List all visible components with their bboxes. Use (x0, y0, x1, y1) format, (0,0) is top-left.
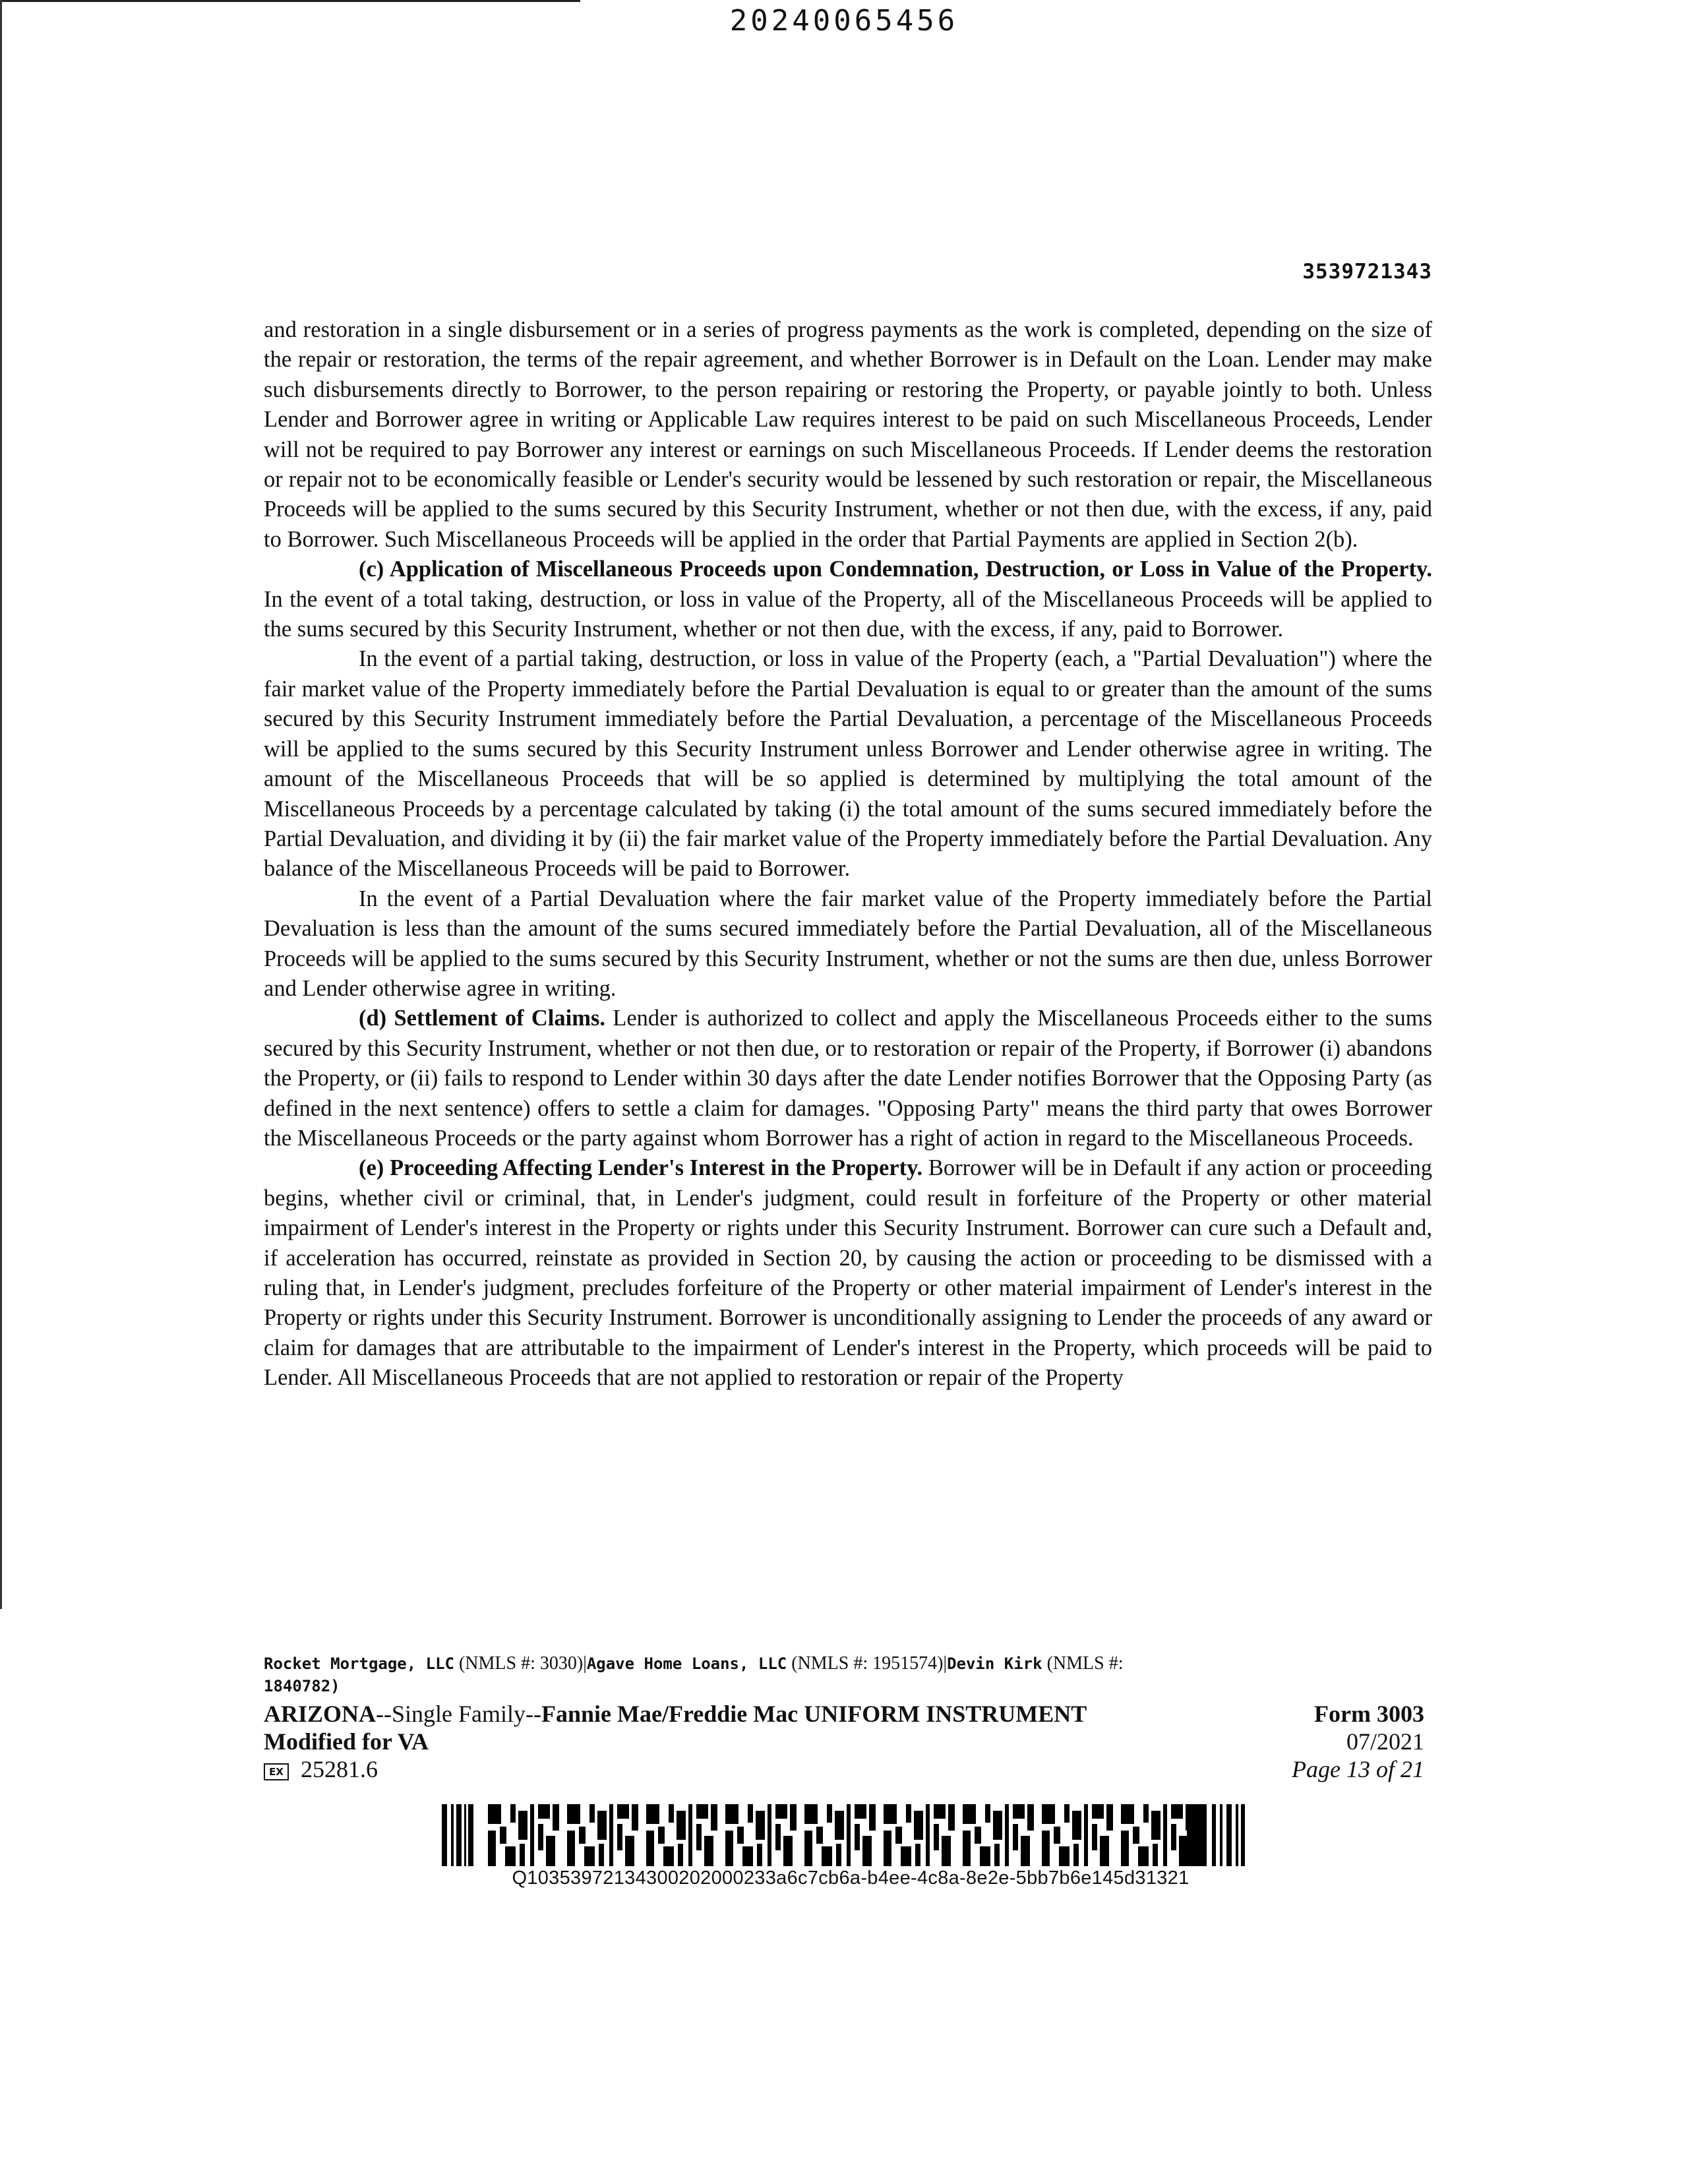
barcode (442, 1804, 1246, 1866)
lender1-nmls: (NMLS #: 3030)| (454, 1653, 587, 1674)
document-footer (264, 1653, 1432, 1783)
form-info-row (264, 1700, 1432, 1783)
form-title-block (264, 1700, 1087, 1783)
state-name: ARIZONA (264, 1701, 377, 1727)
page-number: Page 13 of 21 (1292, 1756, 1424, 1782)
paragraph-less-than: In the event of a Partial Devaluation where the fair market value of the Property immediately before the Partial Devaluation is less than the amount of the sums secured immediately before the Partial Devaluation, all of the Miscellaneous Proceeds will be applied to the sums secured by this Security Instrument, whether or not the sums are then due, unless Borrower and Lender otherwise agree in writing. (264, 886, 1432, 1001)
originator-name: Devin Kirk (947, 1654, 1042, 1673)
modified-line (264, 1728, 1087, 1755)
document-body (264, 315, 1432, 1393)
loan-number: 3539721343 (1302, 260, 1432, 284)
section-c-text: In the event of a total taking, destruction, or loss in value of the Property, all of the Miscellaneous Proceeds will be applied to the sums secured by this Security Instrument, whether or not then due, with the excess, if any, paid to Borrower. (264, 586, 1432, 642)
ex-icon: EX (264, 1763, 289, 1780)
family-type: --Single Family-- (376, 1701, 541, 1727)
scan-edge-top (0, 0, 580, 2)
section-d-heading: (d) Settlement of Claims. (359, 1006, 605, 1031)
section-e-heading: (e) Proceeding Affecting Lender's Interest in the Property. (359, 1155, 923, 1181)
doc-code: 25281.6 (301, 1756, 378, 1782)
form-date: 07/2021 (1346, 1728, 1424, 1755)
section-d-text: Lender is authorized to collect and apply the Miscellaneous Proceeds either to the sums secured by this Security Instrument, whether or not then due, or to restoration or repair of the Property, if Borrower (i) abandons the Property, or (ii) fails to respond to Lender within 30 days after the date Lender notifies Borrower that the Opposing Party (as defined in the next sentence) offers to settle a claim for damages. "Opposing Party" means the third party that owes Borrower the Miscellaneous Proceeds or the party against whom Borrower has a right of action in regard to the Miscellaneous Proceeds. (264, 1006, 1432, 1151)
scan-edge-left (0, 0, 2, 1609)
section-c-heading: (c) Application of Miscellaneous Proceeds upon Condemnation, Destruction, or Loss in Value of the Property. (359, 557, 1432, 582)
form-title-line (264, 1700, 1087, 1728)
lender1-name: Rocket Mortgage, LLC (264, 1654, 454, 1673)
section-c (264, 555, 1432, 644)
section-e-text: Borrower will be in Default if any action or proceeding begins, whether civil or criminal, that, in Lender's judgment, could result in forfeiture of the Property or other material impairment of Lender's interest in the Property or rights under this Security Instrument. Borrower can cure such a Default and, if acceleration has occurred, reinstate as provided in Section 20, by causing the action or proceeding to be dismissed with a ruling that, in Lender's judgment, precludes forfeiture of the Property or other material impairment of Lender's interest in the Property or rights under this Security Instrument. Borrower is unconditionally assigning to Lender the proceeds of any award or claim for damages that are attributable to the impairment of Lender's interest in the Property, which proceeds will be paid to Lender. All Miscellaneous Proceeds that are not applied to restoration or repair of the Property (264, 1155, 1432, 1391)
originator-nmls-number: 1840782) (264, 1677, 340, 1695)
doc-code-line (264, 1755, 1087, 1783)
barcode-text: Q10353972134300202000233a6c7cb6a-b4ee-4c8a-8e2e-5bb7b6e145d31321 (512, 1867, 1190, 1889)
modified-label: Modified for VA (264, 1728, 429, 1755)
recording-number: 20240065456 (729, 4, 959, 38)
section-d (264, 1004, 1432, 1153)
barcode-image (442, 1804, 1246, 1866)
form-number: Form 3003 (1314, 1701, 1424, 1727)
nmls-line (264, 1653, 1432, 1697)
instrument-title: Fannie Mae/Freddie Mac UNIFORM INSTRUMENT (541, 1701, 1087, 1727)
lender2-nmls: (NMLS #: 1951574)| (787, 1653, 948, 1674)
originator-nmls-label: (NMLS #: (1042, 1653, 1124, 1674)
paragraph-partial-devaluation: In the event of a partial taking, destruction, or loss in value of the Property (each, a "Partial Devaluation") where the fair market value of the Property immediately before the Partial Devaluation is equal to or greater than the amount of the sums secured by this Security Instrument immediately before the Partial Devaluation, a percentage of the Miscellaneous Proceeds will be applied to the sums secured by this Security Instrument unless Borrower and Lender otherwise agree in writing. The amount of the Miscellaneous Proceeds that will be so applied is determined by multiplying the total amount of the Miscellaneous Proceeds by a percentage calculated by taking (i) the total amount of the sums secured immediately before the Partial Devaluation, and dividing it by (ii) the fair market value of the Property immediately before the Partial Devaluation. Any balance of the Miscellaneous Proceeds will be paid to Borrower. (264, 646, 1432, 882)
paragraph-continuation: and restoration in a single disbursement or in a series of progress payments as the work is completed, depending on the size of the repair or restoration, the terms of the repair agreement, and whether Borrower is in Default on the Loan. Lender may make such disbursements directly to Borrower, to the person repairing or restoring the Property, or payable jointly to both. Unless Lender and Borrower agree in writing or Applicable Law requires interest to be paid on such Miscellaneous Proceeds, Lender will not be required to pay Borrower any interest or earnings on such Miscellaneous Proceeds. If Lender deems the restoration or repair not to be economically feasible or Lender's security would be lessened by such restoration or repair, the Miscellaneous Proceeds will be applied to the sums secured by this Security Instrument, whether or not then due, with the excess, if any, paid to Borrower. Such Miscellaneous Proceeds will be applied in the order that Partial Payments are applied in Section 2(b). (264, 317, 1432, 552)
form-number-block (1292, 1700, 1424, 1783)
section-e (264, 1153, 1432, 1393)
lender2-name: Agave Home Loans, LLC (586, 1654, 787, 1673)
